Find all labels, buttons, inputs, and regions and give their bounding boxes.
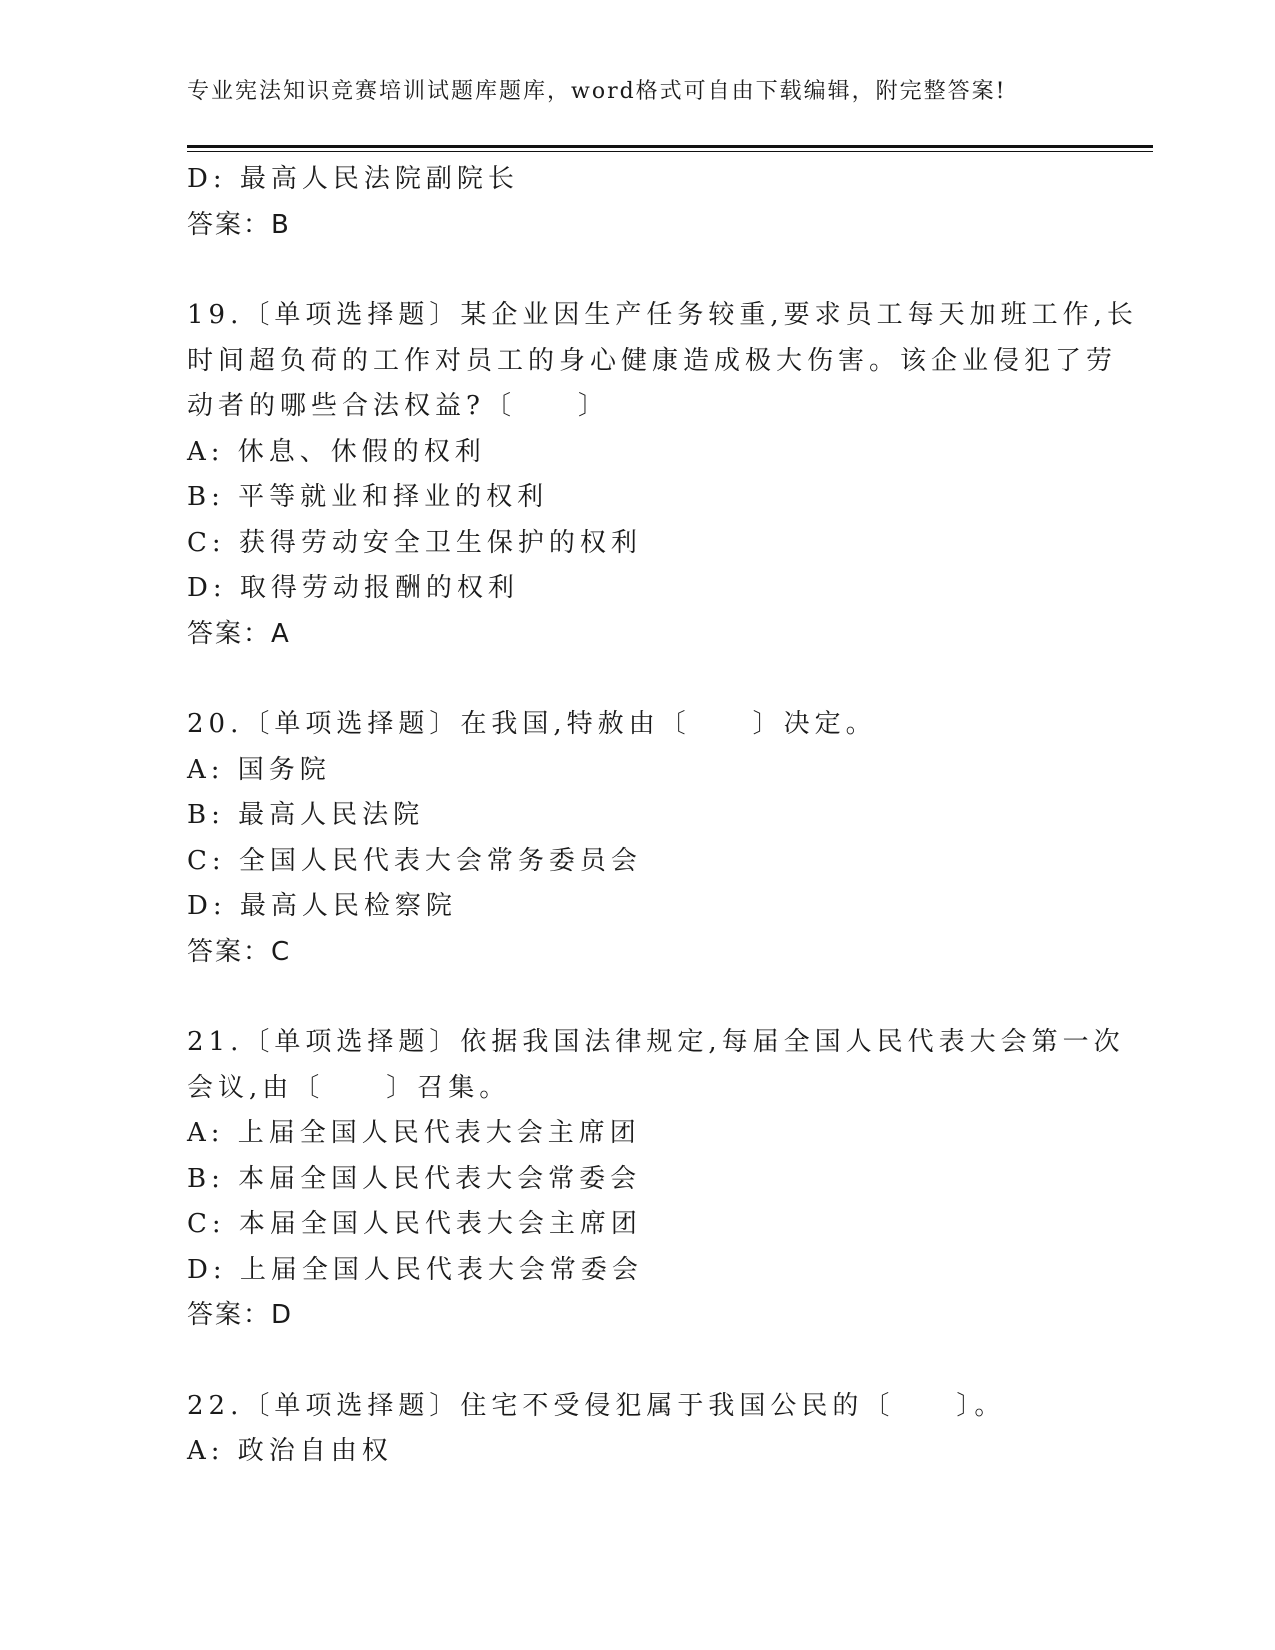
answer: 答案：D: [187, 1300, 294, 1330]
question-text: [187, 1384, 1087, 1430]
question-20: [187, 702, 1087, 975]
question-text: [187, 1020, 1125, 1111]
option-a: A: 国务院: [187, 754, 331, 785]
document-body: [187, 157, 1138, 1475]
question-line: 19.〔单项选择题〕某企业因生产任务较重,要求员工每天加班工作,长: [187, 300, 1138, 330]
option-b: B: 最高人民法院: [187, 800, 425, 830]
question-line: 21.〔单项选择题〕依据我国法律规定,每届全国人民代表大会第一次: [187, 1027, 1125, 1057]
option-d: D: 上届全国人民代表大会常委会: [187, 1254, 643, 1285]
header-rule-thick: [187, 145, 1153, 148]
option-c: C: 获得劳动安全卫生保护的权利: [187, 527, 642, 558]
answer: 答案：A: [187, 618, 291, 649]
question-line: 会议,由〔 〕召集。: [187, 1072, 511, 1103]
option-a: A: 上届全国人民代表大会主席团: [187, 1118, 641, 1148]
answer: 答案：C: [187, 936, 292, 967]
option-d: D: 取得劳动报酬的权利: [187, 573, 519, 603]
option-a: A: 休息、休假的权利: [187, 436, 486, 467]
answer: 答案：B: [187, 209, 291, 240]
option-a: A: 政治自由权: [187, 1436, 393, 1466]
question-line: 时间超负荷的工作对员工的身心健康造成极大伤害。该企业侵犯了劳: [187, 345, 1118, 376]
question-line: 动者的哪些合法权益?〔 〕: [187, 391, 609, 421]
option-b: B: 平等就业和择业的权利: [187, 482, 549, 512]
question-text: [187, 293, 1138, 430]
question-21: [187, 1020, 1125, 1339]
question-19: [187, 293, 1138, 657]
option-d: D: 最高人民检察院: [187, 891, 457, 921]
question-22: [187, 1384, 1087, 1475]
option-c: C: 本届全国人民代表大会主席团: [187, 1209, 642, 1239]
question-line: 22.〔单项选择题〕住宅不受侵犯属于我国公民的〔 〕。: [187, 1390, 1006, 1421]
page-header: 专业宪法知识竞赛培训试题库题库，word格式可自由下载编辑，附完整答案!: [187, 79, 1007, 104]
question-line: 20.〔单项选择题〕在我国,特赦由〔 〕决定。: [187, 709, 877, 739]
option-c: C: 全国人民代表大会常务委员会: [187, 845, 642, 876]
header-rule-thin: [187, 151, 1153, 152]
option-b: B: 本届全国人民代表大会常委会: [187, 1163, 642, 1194]
option-d: D: 最高人民法院副院长: [187, 164, 519, 194]
question-text: [187, 702, 1087, 748]
